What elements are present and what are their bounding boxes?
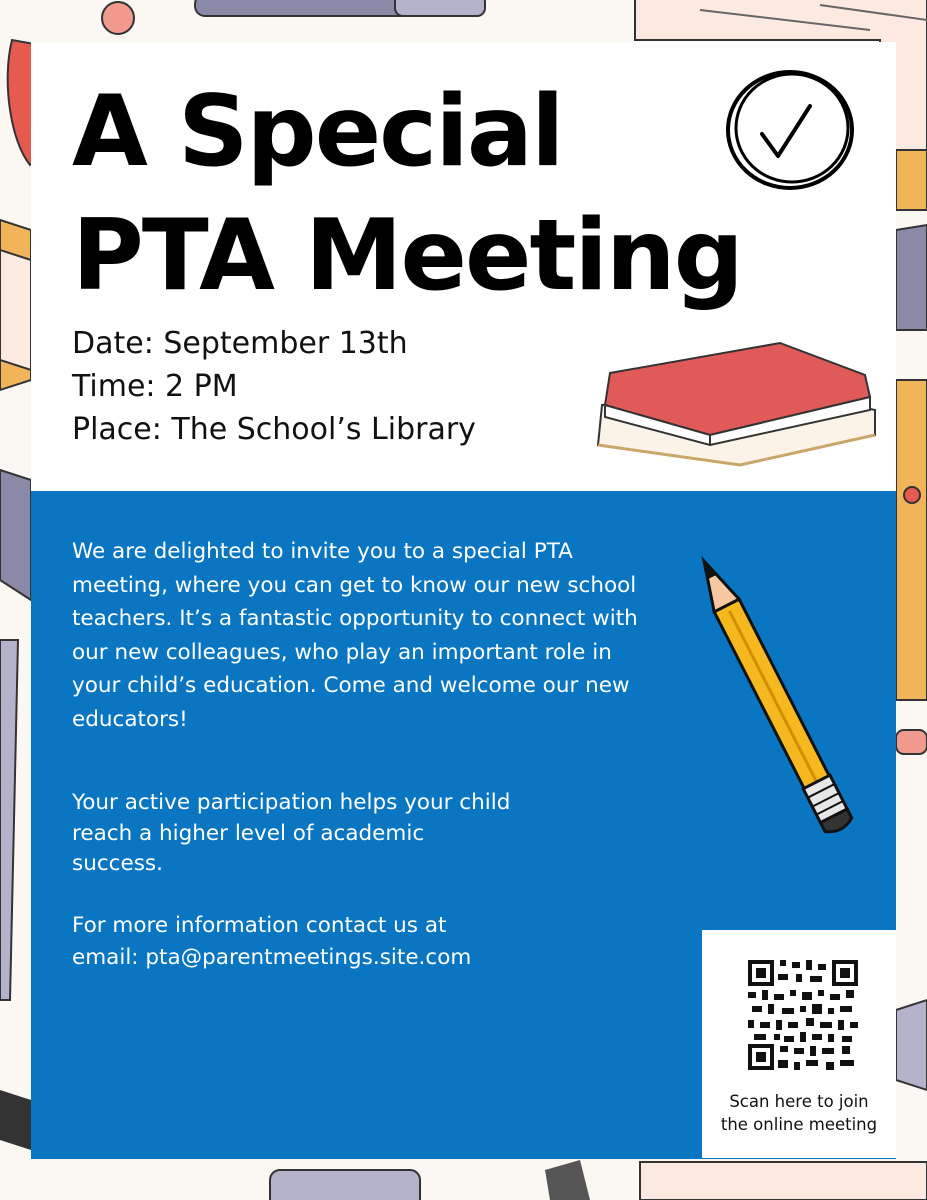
- title-line-1: A Special: [72, 75, 563, 189]
- qr-code-icon[interactable]: [748, 960, 858, 1070]
- invitation-paragraph: We are delighted to invite you to a special PTA meeting, where you can get to know our new school teachers. It’s a fantastic opportunity to connect with our new colleagues, who play an important role in your child’s education. Come and welcome our new educators!: [72, 539, 638, 732]
- pen-doodle: [195, 0, 485, 16]
- qr-caption-line-1: Scan here to join: [729, 1092, 869, 1111]
- event-place: Place: The School’s Library: [72, 412, 476, 447]
- bottom-doodles: [270, 1160, 927, 1200]
- title-line-2: PTA Meeting: [72, 199, 742, 313]
- qr-code-card[interactable]: [702, 930, 896, 1158]
- contact-email[interactable]: email: pta@parentmeetings.site.com: [72, 945, 472, 970]
- event-details: [72, 322, 476, 451]
- qr-caption-line-2: the online meeting: [720, 1115, 878, 1134]
- contact-info: [72, 910, 542, 974]
- pencil-icon: [690, 555, 860, 870]
- books-icon: [590, 335, 880, 475]
- check-circle-icon: [722, 66, 858, 194]
- right-doodles: [896, 225, 927, 1090]
- participation-paragraph: Your active participation helps your child reach a higher level of academic success.: [72, 790, 511, 876]
- event-time: Time: 2 PM: [72, 369, 238, 404]
- left-doodles: [0, 220, 31, 1150]
- qr-caption: [702, 1090, 896, 1136]
- contact-line: For more information contact us at: [72, 913, 447, 938]
- event-date: Date: September 13th: [72, 326, 408, 361]
- page-title: [72, 70, 742, 318]
